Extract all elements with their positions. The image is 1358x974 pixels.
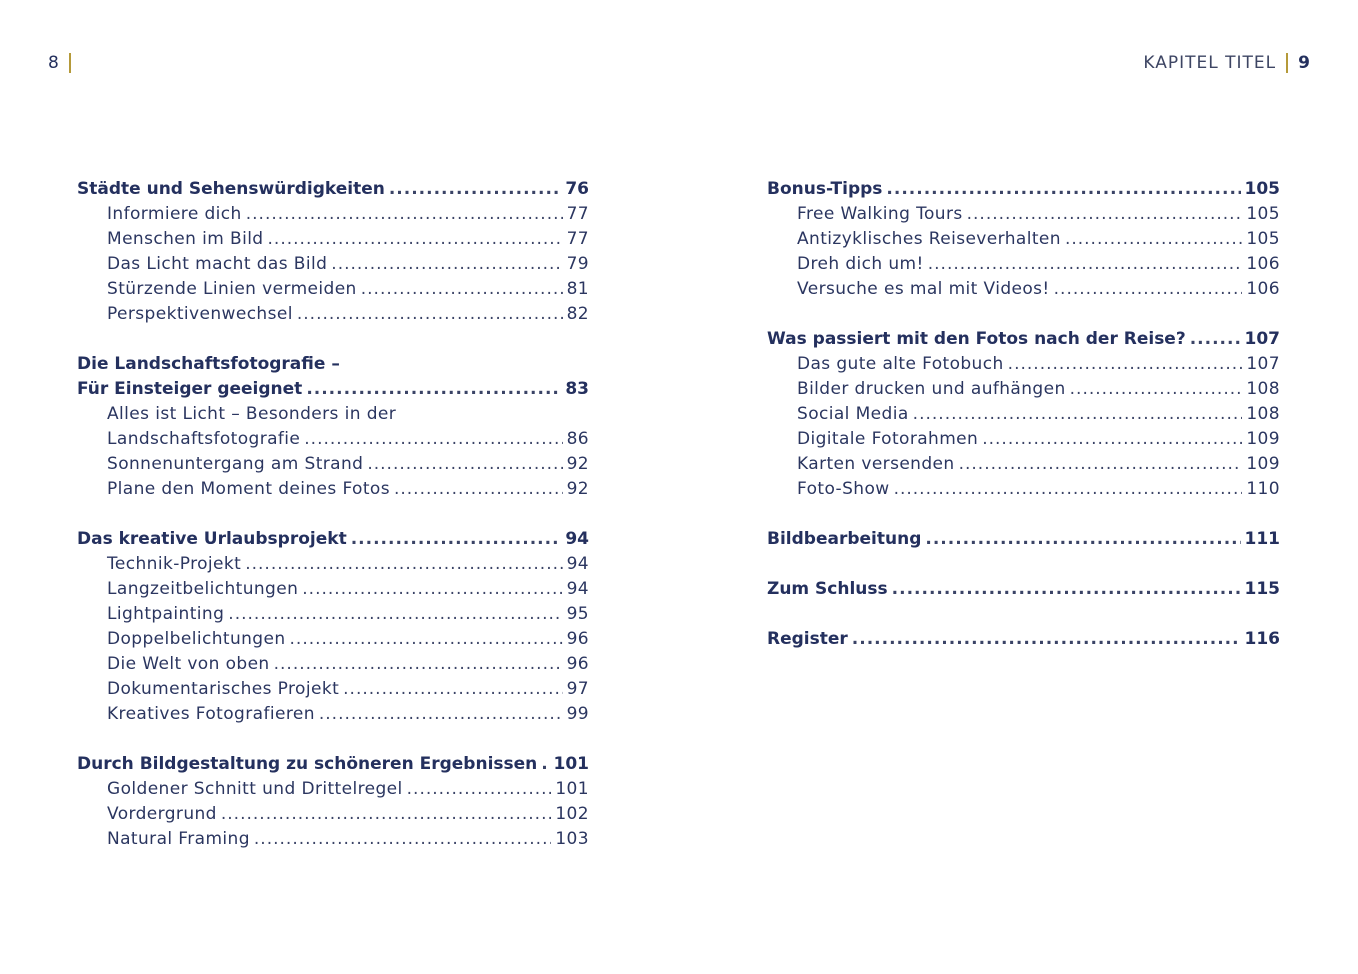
toc-entry-title: Dokumentarisches Projekt (107, 679, 340, 699)
toc-chapter-entry (77, 352, 589, 377)
toc-section-entry (767, 427, 1280, 452)
toc-section-entry (767, 477, 1280, 502)
toc-entry-title: Perspektivenwechsel (107, 304, 293, 324)
dot-leader (894, 477, 1243, 502)
dot-leader (1054, 277, 1243, 302)
toc-entry-title: Städte und Sehenswürdigkeiten (77, 179, 385, 199)
toc-entry-page-number: 94 (566, 554, 589, 574)
toc-entry-title: Das kreative Urlaubsprojekt (77, 529, 347, 549)
toc-entry-title: Die Landschaftsfotografie – (77, 354, 340, 374)
toc-section-gap (767, 602, 1280, 627)
toc-entry-title: Goldener Schnitt und Drittelregel (107, 779, 403, 799)
dot-leader (982, 427, 1242, 452)
dot-leader (913, 402, 1243, 427)
dot-leader (959, 452, 1243, 477)
toc-section-entry (767, 227, 1280, 252)
toc-entry-page-number: 96 (566, 629, 589, 649)
toc-entry-title: Landschaftsfotografie (107, 429, 301, 449)
toc-section-entry (77, 477, 589, 502)
toc-entry-page-number: 111 (1244, 529, 1280, 549)
right-page-number: 9 (1298, 53, 1310, 73)
toc-section-entry (77, 302, 589, 327)
toc-entry-page-number: 95 (566, 604, 589, 624)
toc-entry-title: Natural Framing (107, 829, 250, 849)
toc-entry-page-number: 101 (555, 779, 589, 799)
toc-entry-page-number: 106 (1246, 279, 1280, 299)
dot-leader (331, 252, 562, 277)
toc-entry-page-number: 92 (566, 479, 589, 499)
toc-section-entry (77, 402, 589, 427)
toc-entry-page-number: 105 (1244, 179, 1280, 199)
toc-entry-title: Social Media (797, 404, 909, 424)
dot-leader (1065, 227, 1242, 252)
dot-leader (886, 177, 1240, 202)
toc-entry-title: Antizyklisches Reiseverhalten (797, 229, 1061, 249)
toc-section-entry (77, 777, 589, 802)
toc-section-entry (77, 427, 589, 452)
toc-entry-title: Langzeitbelichtungen (107, 579, 299, 599)
toc-chapter-entry (767, 527, 1280, 552)
toc-entry-title: Durch Bildgestaltung zu schöneren Ergebnissen (77, 754, 538, 774)
toc-entry-title: Menschen im Bild (107, 229, 264, 249)
toc-section-entry (77, 277, 589, 302)
toc-entry-title: Stürzende Linien vermeiden (107, 279, 357, 299)
toc-section-entry (77, 627, 589, 652)
toc-section-entry (77, 227, 589, 252)
toc-section-entry (767, 402, 1280, 427)
toc-entry-title: Bildbearbeitung (767, 529, 922, 549)
toc-entry-title: Kreatives Fotografieren (107, 704, 315, 724)
dot-leader (407, 777, 552, 802)
toc-section-entry (77, 452, 589, 477)
dot-leader (541, 752, 549, 777)
dot-leader (928, 252, 1243, 277)
toc-section-entry (767, 277, 1280, 302)
toc-entry-page-number: 109 (1246, 454, 1280, 474)
toc-entry-page-number: 76 (565, 179, 589, 199)
toc-entry-page-number: 105 (1246, 204, 1280, 224)
right-page-header (1143, 53, 1310, 73)
toc-section-entry (77, 552, 589, 577)
toc-entry-title: Versuche es mal mit Videos! (797, 279, 1050, 299)
toc-entry-title: Doppelbelichtungen (107, 629, 286, 649)
toc-entry-title: Free Walking Tours (797, 204, 963, 224)
dot-leader (246, 202, 563, 227)
toc-entry-title: Das Licht macht das Bild (107, 254, 328, 274)
toc-entry-title: Plane den Moment deines Fotos (107, 479, 390, 499)
toc-entry-page-number: 77 (566, 204, 589, 224)
toc-left-column (77, 177, 589, 852)
toc-entry-title: Informiere dich (107, 204, 242, 224)
toc-section-gap (77, 502, 589, 527)
toc-section-gap (767, 552, 1280, 577)
running-title: KAPITEL TITEL (1143, 53, 1277, 73)
dot-leader (361, 277, 563, 302)
toc-section-gap (767, 502, 1280, 527)
toc-section-entry (767, 377, 1280, 402)
dot-leader (297, 302, 563, 327)
toc-section-entry (767, 252, 1280, 277)
toc-chapter-entry (77, 177, 589, 202)
dot-leader (389, 177, 562, 202)
toc-section-entry (767, 452, 1280, 477)
dot-leader (254, 827, 551, 852)
toc-entry-page-number: 79 (566, 254, 589, 274)
toc-entry-page-number: 109 (1246, 429, 1280, 449)
left-page-header (48, 53, 81, 73)
toc-chapter-entry (77, 527, 589, 552)
dot-leader (304, 427, 562, 452)
dot-leader (1070, 377, 1243, 402)
toc-entry-title: Karten versenden (797, 454, 955, 474)
toc-entry-title: Register (767, 629, 848, 649)
toc-section-gap (77, 727, 589, 752)
toc-entry-page-number: 110 (1246, 479, 1280, 499)
toc-entry-title: Sonnenuntergang am Strand (107, 454, 364, 474)
dot-leader (228, 602, 562, 627)
left-page-number: 8 (48, 53, 59, 73)
toc-entry-page-number: 105 (1246, 229, 1280, 249)
toc-entry-page-number: 94 (566, 579, 589, 599)
dot-leader (343, 677, 562, 702)
toc-chapter-entry (767, 577, 1280, 602)
toc-chapter-entry (77, 752, 589, 777)
toc-section-entry (77, 702, 589, 727)
toc-entry-page-number: 82 (566, 304, 589, 324)
toc-entry-page-number: 97 (566, 679, 589, 699)
dot-leader (351, 527, 562, 552)
toc-section-entry (77, 802, 589, 827)
dot-leader (290, 627, 563, 652)
toc-entry-title: Die Welt von oben (107, 654, 270, 674)
dot-leader (925, 527, 1240, 552)
dot-leader (967, 202, 1243, 227)
toc-entry-page-number: 83 (565, 379, 589, 399)
toc-entry-page-number: 99 (566, 704, 589, 724)
dot-leader (1190, 327, 1241, 352)
toc-entry-title: Was passiert mit den Fotos nach der Reise? (767, 329, 1186, 349)
toc-entry-title: Das gute alte Fotobuch (797, 354, 1004, 374)
toc-entry-page-number: 116 (1244, 629, 1280, 649)
toc-entry-title: Foto-Show (797, 479, 890, 499)
dot-leader (852, 627, 1241, 652)
toc-entry-page-number: 107 (1244, 329, 1280, 349)
toc-entry-page-number: 108 (1246, 379, 1280, 399)
toc-entry-title: Dreh dich um! (797, 254, 924, 274)
toc-entry-page-number: 101 (553, 754, 589, 774)
toc-section-entry (77, 652, 589, 677)
toc-entry-title: Lightpainting (107, 604, 225, 624)
toc-section-entry (77, 202, 589, 227)
toc-entry-page-number: 92 (566, 454, 589, 474)
toc-entry-page-number: 94 (565, 529, 589, 549)
toc-right-column (767, 177, 1280, 652)
toc-entry-page-number: 81 (566, 279, 589, 299)
toc-entry-page-number: 77 (566, 229, 589, 249)
toc-entry-title: Zum Schluss (767, 579, 888, 599)
dot-leader (268, 227, 563, 252)
toc-section-entry (767, 202, 1280, 227)
toc-entry-page-number: 106 (1246, 254, 1280, 274)
toc-entry-page-number: 103 (555, 829, 589, 849)
toc-chapter-entry (77, 377, 589, 402)
dot-leader (245, 552, 562, 577)
left-header-divider (69, 53, 71, 73)
toc-entry-page-number: 102 (555, 804, 589, 824)
toc-section-gap (767, 302, 1280, 327)
toc-section-entry (767, 352, 1280, 377)
right-header-divider (1286, 53, 1288, 73)
toc-entry-page-number: 115 (1244, 579, 1280, 599)
dot-leader (892, 577, 1241, 602)
dot-leader (367, 452, 562, 477)
toc-section-entry (77, 577, 589, 602)
toc-entry-title: Bilder drucken und aufhängen (797, 379, 1066, 399)
toc-entry-page-number: 108 (1246, 404, 1280, 424)
dot-leader (306, 377, 561, 402)
toc-section-entry (77, 602, 589, 627)
dot-leader (221, 802, 551, 827)
dot-leader (319, 702, 563, 727)
toc-entry-title: Für Einsteiger geeignet (77, 379, 303, 399)
dot-leader (274, 652, 563, 677)
toc-entry-title: Technik-Projekt (107, 554, 242, 574)
toc-entry-title: Digitale Fotorahmen (797, 429, 979, 449)
toc-entry-title: Bonus-Tipps (767, 179, 883, 199)
toc-section-entry (77, 252, 589, 277)
toc-chapter-entry (767, 177, 1280, 202)
toc-section-entry (77, 677, 589, 702)
dot-leader (1008, 352, 1243, 377)
toc-entry-title: Vordergrund (107, 804, 217, 824)
toc-entry-page-number: 96 (566, 654, 589, 674)
toc-entry-page-number: 86 (566, 429, 589, 449)
toc-entry-page-number: 107 (1246, 354, 1280, 374)
toc-chapter-entry (767, 627, 1280, 652)
toc-section-gap (77, 327, 589, 352)
dot-leader (302, 577, 562, 602)
dot-leader (394, 477, 563, 502)
toc-section-entry (77, 827, 589, 852)
toc-entry-title: Alles ist Licht – Besonders in der (107, 404, 397, 424)
toc-chapter-entry (767, 327, 1280, 352)
